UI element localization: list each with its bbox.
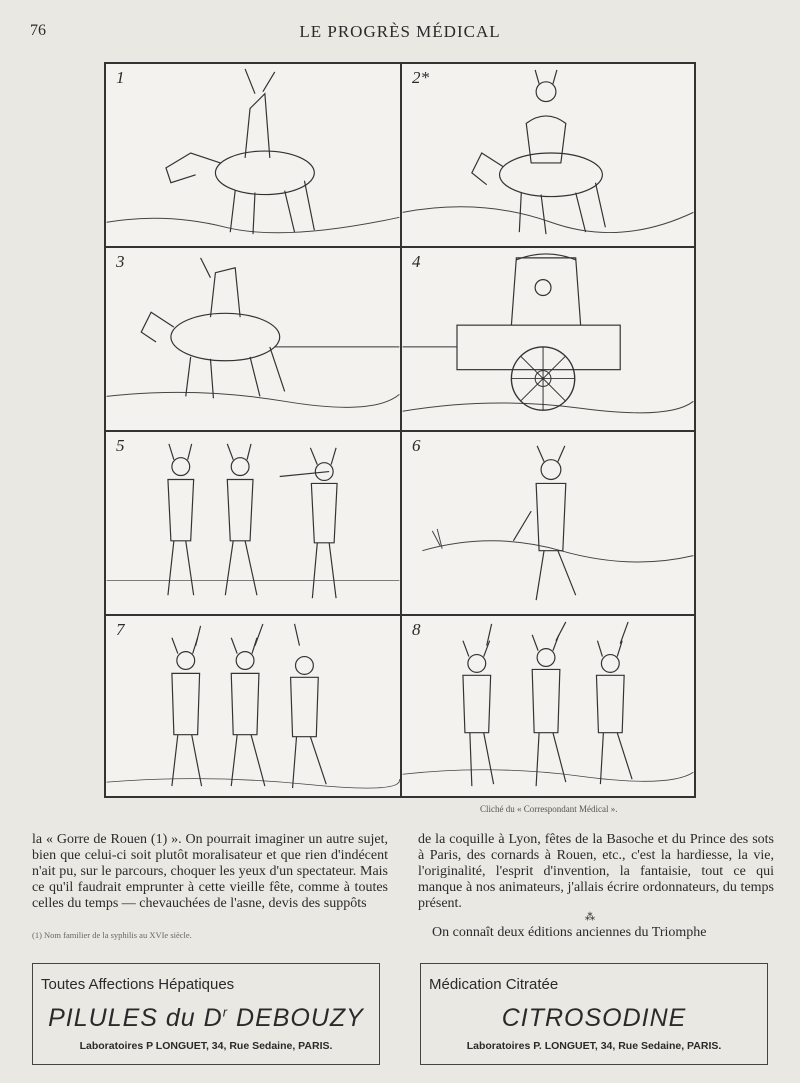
advertisement-debouzy (32, 963, 380, 1065)
panel-6 (401, 431, 695, 615)
panel-label: 2* (412, 68, 429, 87)
ad-tagline: Toutes Affections Hépatiques (41, 976, 235, 993)
section-break-dinkus: ⁂ (585, 912, 595, 923)
rider-on-donkey-icon (402, 64, 694, 246)
three-fools-with-branches-icon (402, 616, 694, 796)
panel-label: 3 (116, 252, 125, 271)
panel-label: 1 (116, 68, 125, 87)
ad-address: Laboratoires P LONGUET, 34, Rue Sedaine, PARIS. (79, 1040, 333, 1052)
ad-tagline: Médication Citratée (429, 976, 559, 993)
panel-2 (401, 63, 695, 247)
panel-5 (105, 431, 401, 615)
ad-product-name: PILULES du $D^r$ DEBOUZY (48, 1004, 364, 1032)
ad-product-name: CITROSODINE (501, 1004, 687, 1032)
journal-title: LE PROGRÈS MÉDICAL (299, 22, 501, 41)
panel-label: 8 (412, 620, 421, 639)
three-fools-with-branches-icon (106, 616, 400, 796)
body-column-right-continuation: On connaît deux éditions anciennes du Triomphe (432, 925, 707, 940)
page-number: 76 (30, 22, 46, 39)
panel-7 (105, 615, 401, 797)
body-column-right: de la coquille à Lyon, fêtes de la Basoche et du Prince des sots à Paris, des cornards à Rouen, etc., c'est la hardiesse, la vie, l'originalité, l'esprit d'invention, la fantaisie, tout ce qui manque à nos animateurs, j'allais écrire ordonnateurs, du temps présent. (418, 832, 774, 911)
panel-label: 6 (412, 436, 421, 455)
body-column-left: la « Gorre de Rouen (1) ». On pourrait imaginer un autre sujet, bien que celui-ci soit plutôt moralisateur et que rien d'indécent n'ait pu, sur le parcours, choquer les yeux d'un spectateur. Mais ce qu'il faudrait emprunter à cette vieille fête, comme à toutes celles du temps — chevauchées de l'asne, devis des suppôts (32, 832, 388, 911)
panel-1 (105, 63, 401, 247)
panel-label: 5 (116, 436, 125, 455)
panel-label: 7 (116, 620, 125, 639)
three-fools-marching-icon (106, 432, 400, 614)
illustration-grid (104, 62, 696, 798)
panel-8 (401, 615, 695, 797)
figure-credit: Cliché du « Correspondant Médical ». (480, 804, 618, 814)
rider-on-donkey-icon (106, 64, 400, 246)
ad-address: Laboratoires P. LONGUET, 34, Rue Sedaine, PARIS. (466, 1040, 722, 1052)
horse-pulling-cart-icon (106, 248, 400, 430)
panel-label: 4 (412, 252, 421, 271)
single-fool-walking-icon (402, 432, 694, 614)
panel-4 (401, 247, 695, 431)
panel-3 (105, 247, 401, 431)
advertisement-citrosodine (420, 963, 768, 1065)
cart-with-canopy-icon (402, 248, 694, 430)
footnote: (1) Nom familier de la syphilis au XVIe siècle. (32, 930, 192, 940)
